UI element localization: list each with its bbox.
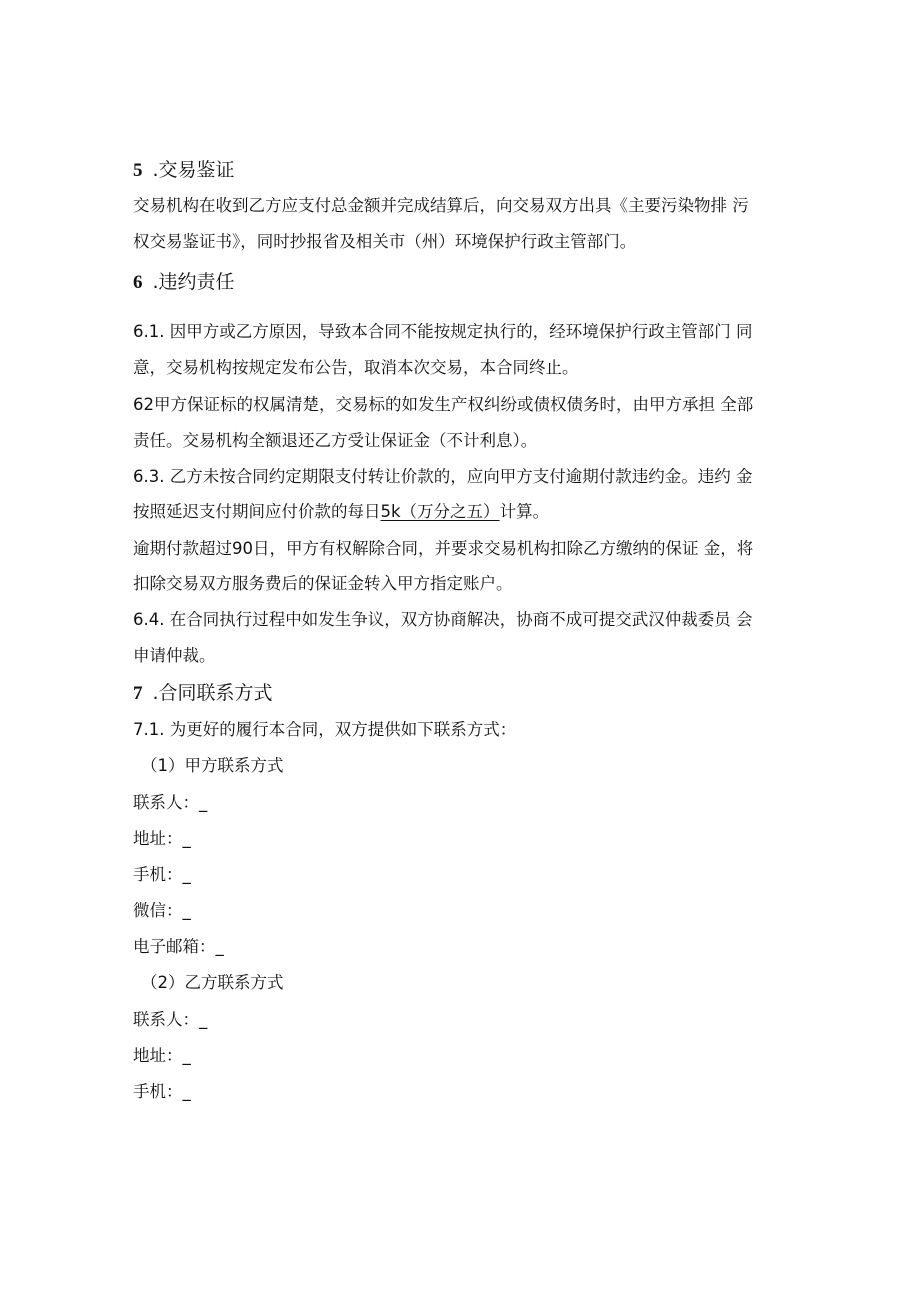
party-b-address-field: 地址：_ <box>133 1046 191 1065</box>
clause-6-3-line: 6.3. 乙方未按合同约定期限支付转让价款的，应向甲方支付逾期付款违约金。违约 金 <box>133 467 753 486</box>
section-6-title: .违约责任 <box>152 271 235 293</box>
section-5-number: 5 <box>133 160 143 181</box>
clause-6-3-text: 计算。 <box>499 502 550 521</box>
clause-6-3-text: 按照延迟支付期间应付价款的每日 <box>133 502 381 521</box>
clause-6-3-line <box>133 501 549 523</box>
section-5-line: 权交易鉴证书》，同时抄报省及相关市（州）环境保护行政主管部门。 <box>133 232 637 251</box>
party-b-phone-field: 手机：_ <box>133 1082 191 1101</box>
clause-6-1-line: 意，交易机构按规定发布公告，取消本次交易，本合同终止。 <box>133 358 579 377</box>
party-b-heading: （2）乙方联系方式 <box>141 973 284 992</box>
clause-6-4-line: 申请仲裁。 <box>133 646 216 665</box>
party-a-heading: （1）甲方联系方式 <box>141 756 284 775</box>
section-7-heading <box>133 680 273 707</box>
party-a-wechat-field: 微信：_ <box>133 901 191 920</box>
section-5-line: 交易机构在收到乙方应支付总金额并完成结算后，向交易双方出具《主要污染物排 污 <box>133 196 749 215</box>
section-7-number: 7 <box>133 683 143 704</box>
clause-6-4-line: 6.4. 在合同执行过程中如发生争议，双方协商解决，协商不成可提交武汉仲裁委员 会 <box>133 610 753 629</box>
party-a-email-field: 电子邮箱：_ <box>133 937 224 956</box>
party-a-phone-field: 手机：_ <box>133 865 191 884</box>
party-b-contact-field: 联系人：_ <box>133 1010 208 1029</box>
clause-6-3-extra-line: 逾期付款超过90日，甲方有权解除合同，并要求交易机构扣除乙方缴纳的保证 金，将 <box>133 539 754 558</box>
clause-6-2-line: 责任。交易机构全额退还乙方受让保证金（不计利息）。 <box>133 431 538 450</box>
party-a-address-field: 地址：_ <box>133 829 191 848</box>
clause-6-2-line: 62甲方保证标的权属清楚，交易标的如发生产权纠纷或债权债务时，由甲方承担 全部 <box>133 395 754 414</box>
section-7-title: .合同联系方式 <box>152 682 273 704</box>
section-5-title: .交易鉴证 <box>152 159 235 181</box>
section-5-heading <box>133 157 235 184</box>
section-6-heading <box>133 269 235 296</box>
section-6-number: 6 <box>133 272 143 293</box>
clause-7-1-line: 7.1. 为更好的履行本合同，双方提供如下联系方式： <box>133 720 517 739</box>
party-a-contact-field: 联系人：_ <box>133 793 208 812</box>
penalty-rate: 5k（万分之五） <box>380 502 500 521</box>
clause-6-3-extra-line: 扣除交易双方服务费后的保证金转入甲方指定账户。 <box>133 574 513 593</box>
clause-6-1-line: 6.1. 因甲方或乙方原因，导致本合同不能按规定执行的，经环境保护行政主管部门 同 <box>133 322 753 341</box>
